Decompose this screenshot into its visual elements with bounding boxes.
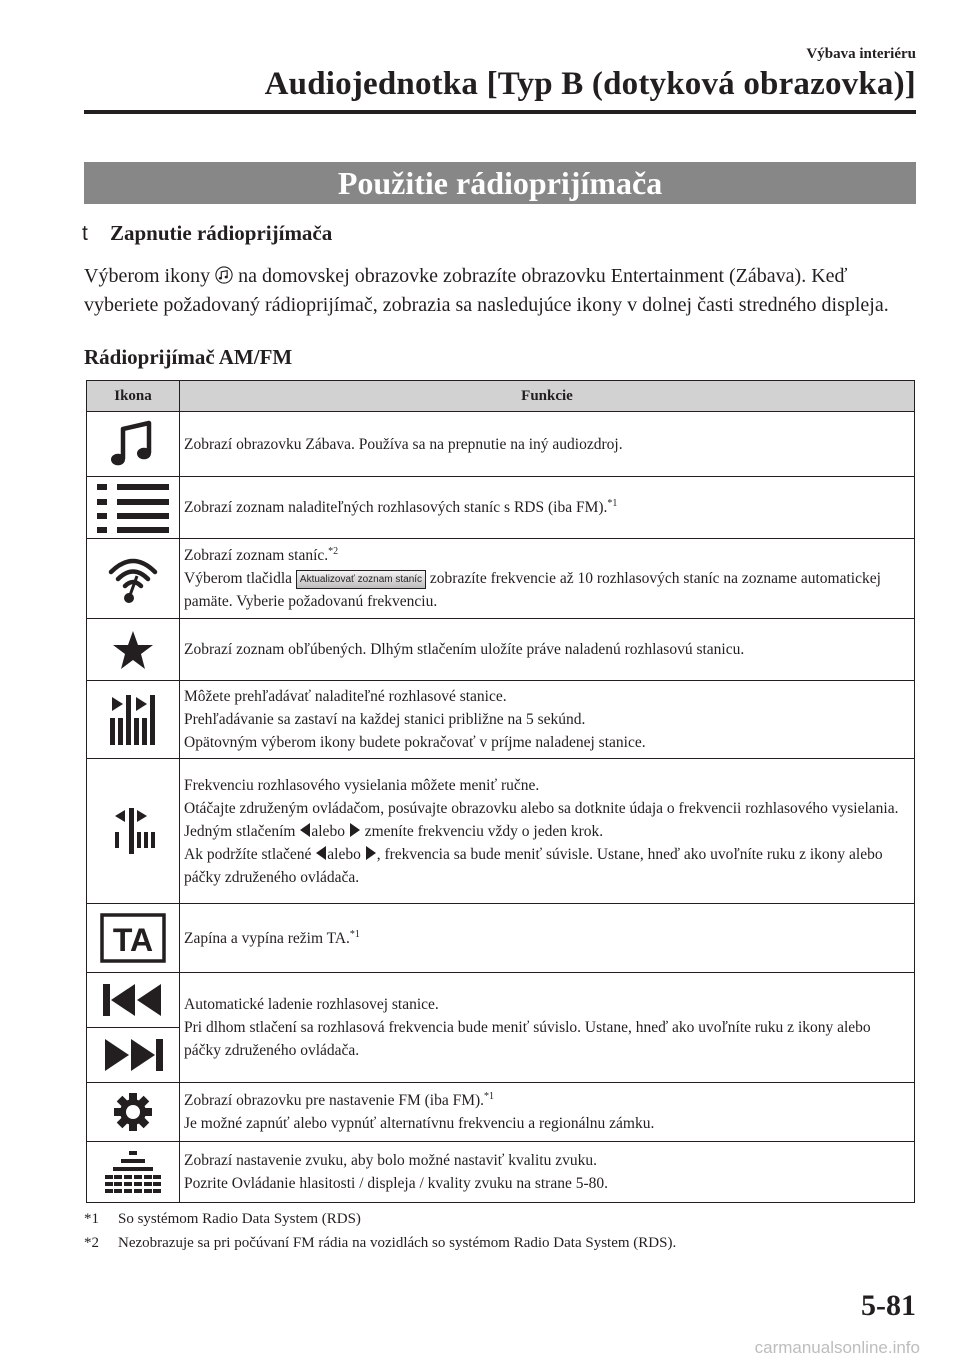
scan-text-3: Opätovným výberom ikony budete pokračovať v príjme naladenej stanice. [184,734,646,751]
equalizer-icon [104,1150,162,1194]
ta-icon-label: TA [112,922,154,958]
sound-text-1: Zobrazí nastavenie zvuku, aby bolo možné nastaviť kvalitu zvuku. [184,1152,597,1169]
table-row [87,1142,915,1203]
row-sound-text [180,1142,915,1203]
footnote-key: *2 [84,1235,99,1251]
subheading [82,221,332,246]
section-label: Výbava interiéru [806,46,916,62]
stations-text-1: Zobrazí zoznam staníc. [184,547,329,564]
table-header-row [87,381,915,412]
header-function: Funkcie [180,381,915,412]
table-row [87,904,915,973]
seek-forward-icon [101,1037,165,1073]
table-row [87,973,915,1028]
ta-icon [100,913,166,963]
page-number: 5-81 [861,1289,916,1322]
table-row [87,477,915,539]
intro-paragraph [84,262,916,320]
footnote-2 [84,1235,676,1252]
manual-or-1: alebo [311,822,345,840]
settings-text-1: Zobrazí obrazovku pre nastavenie FM (iba FM). [184,1092,485,1109]
footnote-ref: *1 [484,1090,495,1102]
subheading-marker: t [82,222,88,245]
manual-text-6: , frekvencia sa bude meniť súvisle. Ustane, hneď ako uvoľníte ruku z ikony alebo páčky združeného ovládača. [184,845,883,886]
page-title: Audiojednotka [Typ B (dotyková obrazovka)] [264,66,916,102]
entertainment-icon [215,266,233,284]
row-music-text: Zobrazí obrazovku Zábava. Používa sa na prepnutie na iný audiozdroj. [180,412,915,477]
table-row [87,619,915,681]
row-ta-text [180,904,915,973]
manual-text-1: Frekvenciu rozhlasového vysielania môžete meniť ručne. [184,776,540,794]
footnote-key: *1 [84,1211,99,1227]
table-row [87,759,915,904]
music-note-icon [109,419,157,469]
intro-text-2: na domovskej obrazovke zobrazíte obrazovku Entertainment (Zábava). Keď vyberiete požadovaný rádioprijímač, zobrazia sa nasledujúce ikony v dolnej časti stredného displeja. [84,265,889,316]
row-favorites-text: Zobrazí zoznam obľúbených. Dlhým stlačením uložíte práve naladenú rozhlasovú stanicu. [180,619,915,681]
am-fm-title: Rádioprijímač AM/FM [84,345,293,369]
manual-text-4: zmeníte frekvenciu vždy o jeden krok. [364,822,604,840]
ta-text: Zapína a vypína režim TA. [184,929,350,947]
stations-text-3: zobrazíte frekvencie až 10 rozhlasových staníc na zozname automatickej pamäte. Vyberie požadovanú frekvenciu. [184,570,881,610]
left-triangle-icon [299,822,311,838]
manual-text-2: Otáčajte združeným ovládačom, posúvajte obrazovku alebo sa dotknite údaja o frekvencii rozhlasového vysielania. [184,799,899,817]
manual-or-2: alebo [327,845,361,863]
manual-text-3: Jedným stlačením [184,822,296,840]
stations-text-2: Výberom tlačidla [184,570,293,587]
footnote-ref: *1 [607,497,618,509]
row-stations-text [180,539,915,619]
footnote-1 [84,1211,361,1228]
star-icon [112,629,154,671]
settings-text-2: Je možné zapnúť alebo vypnúť alternatívnu frekvenciu a regionálnu zámku. [184,1115,655,1132]
table-row [87,1083,915,1142]
section-banner: Použitie rádioprijímača [84,162,916,204]
gear-icon [113,1092,153,1132]
radio-antenna-icon [107,554,159,604]
footnote-ref: *1 [349,928,360,940]
table-row [87,412,915,477]
right-triangle-icon [349,822,361,838]
rds-text: Zobrazí zoznam naladiteľných rozhlasových staníc s RDS (iba FM). [184,499,608,516]
left-triangle-icon [315,845,327,861]
row-manual-text [180,759,915,904]
scan-icon [106,695,160,745]
footnote-ref: *2 [328,545,339,557]
intro-text-1: Výberom ikony [84,265,211,287]
manual-tune-icon [111,808,155,854]
table-row [87,539,915,619]
subheading-text: Zapnutie rádioprijímača [110,221,333,245]
footnote-text: Nezobrazuje sa pri počúvaní FM rádia na vozidlách so systémom Radio Data System (RDS). [118,1235,677,1251]
table-row [87,681,915,759]
row-scan-text [180,681,915,759]
row-settings-text [180,1083,915,1142]
seek-text-2: Pri dlhom stlačení sa rozhlasová frekvencia bude meniť súvislo. Ustane, hneď ako uvoľníte ruku z ikony alebo páčky združeného ovládača. [184,1019,871,1059]
watermark: carmanualsonline.info [754,1338,920,1357]
function-table [86,380,915,1203]
header-rule [84,110,916,114]
row-seek-text [180,973,915,1083]
row-rds-text [180,477,915,539]
seek-text-1: Automatické ladenie rozhlasovej stanice. [184,996,439,1013]
scan-text-2: Prehľadávanie sa zastaví na každej stanici približne na 5 sekúnd. [184,711,586,728]
seek-back-icon [101,982,165,1018]
rds-list-icon [95,482,171,534]
scan-text-1: Môžete prehľadávať naladiteľné rozhlasové stanice. [184,688,507,705]
sound-text-2: Pozrite Ovládanie hlasitosti / displeja / kvality zvuku na strane 5-80. [184,1175,609,1192]
update-station-list-button: Aktualizovať zoznam staníc [296,570,426,589]
right-triangle-icon [365,845,377,861]
manual-text-5: Ak podržíte stlačené [184,845,312,863]
footnote-text: So systémom Radio Data System (RDS) [118,1211,361,1227]
header-icon: Ikona [87,381,180,412]
